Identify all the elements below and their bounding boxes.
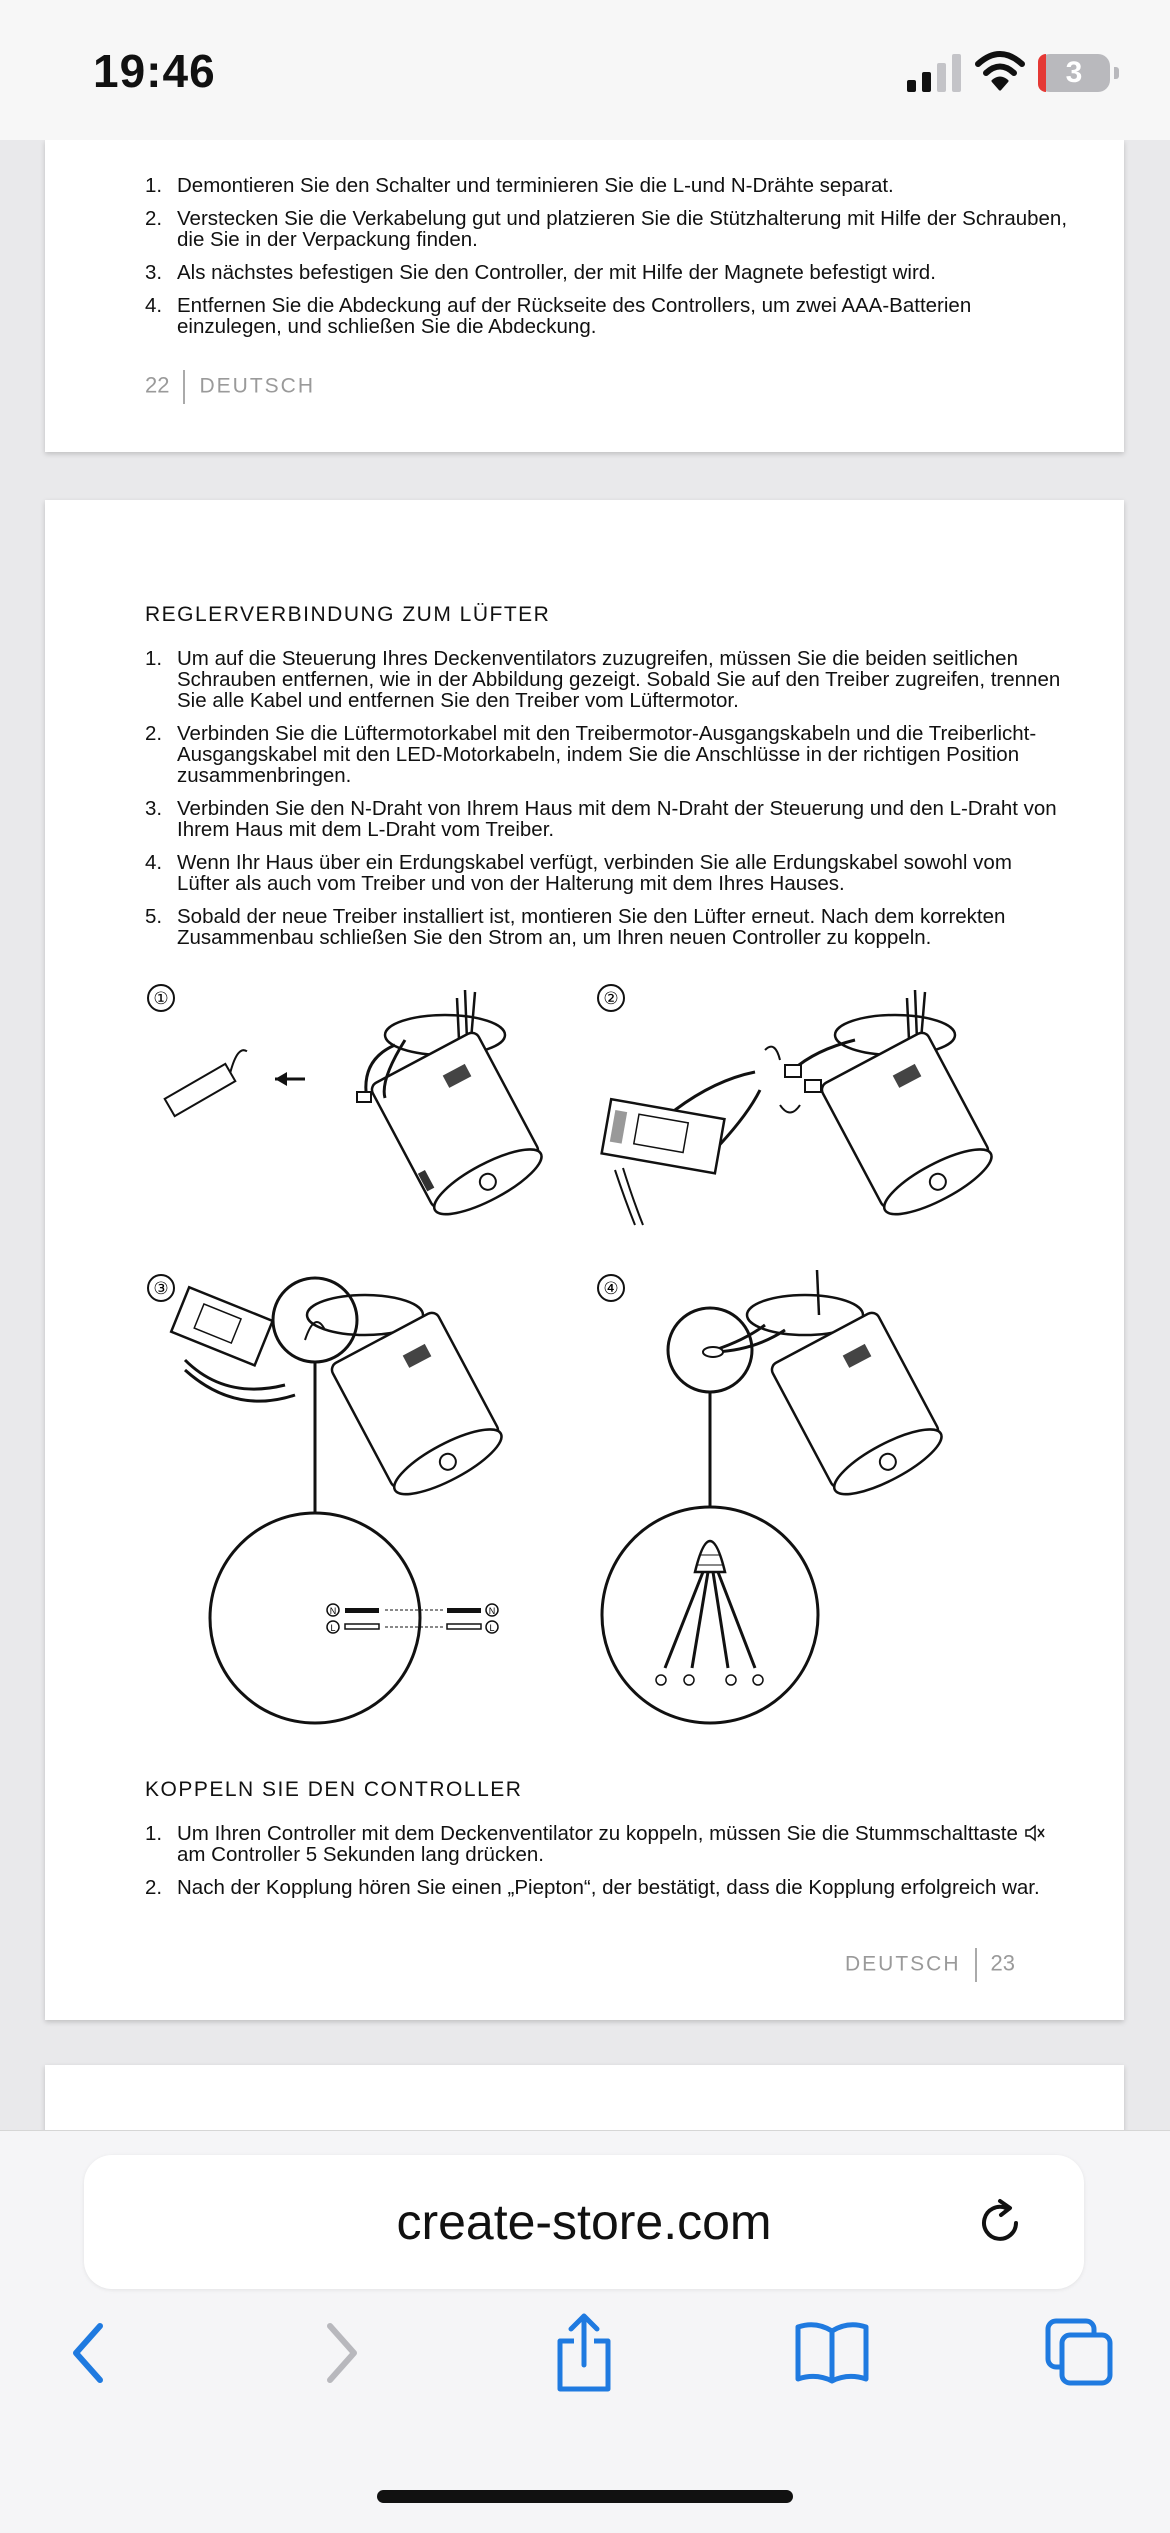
book-icon[interactable] bbox=[794, 2321, 870, 2385]
controller-connection-steps bbox=[145, 648, 1070, 960]
diagram-step-1 bbox=[145, 980, 605, 1230]
diagram-step-2 bbox=[595, 980, 1055, 1230]
footer-language: DEUTSCH bbox=[199, 374, 315, 398]
page-number: 22 bbox=[145, 372, 170, 398]
list-item: 2. Nach der Kopplung hören Sie einen „Piepton“, der bestätigt, dass die Kopplung erfolgreich war. bbox=[145, 1876, 1040, 1899]
wire-label-l: L bbox=[489, 1623, 495, 1633]
browser-toolbar bbox=[0, 2130, 1170, 2533]
section-heading: KOPPELN SIE DEN CONTROLLER bbox=[145, 1778, 523, 1801]
page-23 bbox=[45, 500, 1124, 2020]
page-footer bbox=[145, 370, 315, 404]
forward-chevron-icon[interactable] bbox=[318, 2318, 364, 2388]
figure-label: ③ bbox=[153, 1279, 169, 1298]
reload-icon[interactable] bbox=[972, 2195, 1028, 2251]
install-steps-list bbox=[145, 175, 1070, 349]
list-item: 1. Demontieren Sie den Schalter und terminieren Sie die L-und N-Drähte separat. bbox=[145, 174, 894, 197]
list-item: 2. Verstecken Sie die Verkabelung gut und platzieren Sie die Stützhalterung mit Hilfe der Schrauben, die Sie in der Verpackung finden. bbox=[145, 207, 1068, 251]
wire-label-n: N bbox=[329, 1606, 337, 1616]
status-bar bbox=[0, 0, 1170, 140]
page-footer bbox=[845, 1948, 1015, 1982]
diagram-step-4 bbox=[595, 1270, 1055, 1740]
list-item: 4. Wenn Ihr Haus über ein Erdungskabel verfügt, verbinden Sie alle Erdungskabel sowohl vom Lüfter als auch vom Treiber und von der Halterung mit dem Ihres Hauses. bbox=[145, 851, 1012, 895]
home-indicator[interactable] bbox=[377, 2490, 793, 2503]
page-number: 23 bbox=[990, 1950, 1015, 1976]
section-heading: REGLERVERBINDUNG ZUM LÜFTER bbox=[145, 603, 551, 626]
list-item: 2. Verbinden Sie die Lüftermotorkabel mit den Treibermotor-Ausgangskabeln und die Treiberlicht-Ausgangskabel mit den LED-Motorkabeln, indem Sie die Anschlüsse in der richtigen Position zusammenbringen. bbox=[145, 722, 1037, 787]
tabs-icon[interactable] bbox=[1044, 2317, 1114, 2387]
share-icon[interactable] bbox=[552, 2313, 616, 2393]
list-item: 4. Entfernen Sie die Abdeckung auf der Rückseite des Controllers, um zwei AAA-Batterien einzulegen, und schließen Sie die Abdeckung. bbox=[145, 294, 972, 338]
figure-label: ④ bbox=[603, 1279, 619, 1298]
figure-label: ① bbox=[153, 989, 169, 1008]
page-24 bbox=[45, 2065, 1124, 2130]
speaker-mute-icon bbox=[1024, 1824, 1046, 1842]
list-item: 3. Verbinden Sie den N-Draht von Ihrem Haus mit dem N-Draht der Steuerung und den L-Draht von Ihrem Haus mit dem L-Draht vom Treiber. bbox=[145, 797, 1057, 841]
pairing-steps-list bbox=[145, 1823, 1070, 1910]
clock: 19:46 bbox=[93, 45, 216, 97]
wifi-icon bbox=[975, 50, 1025, 92]
wire-label-l: L bbox=[330, 1623, 336, 1633]
document-viewport[interactable] bbox=[0, 140, 1170, 2130]
battery-level: 3 bbox=[1065, 56, 1083, 89]
footer-language: DEUTSCH bbox=[845, 1952, 961, 1976]
battery-icon bbox=[1038, 54, 1110, 92]
address-bar[interactable] bbox=[84, 2155, 1084, 2289]
list-item: 1. Um auf die Steuerung Ihres Deckenventilators zuzugreifen, müssen Sie die beiden seitlichen Schrauben entfernen, wie in der Abbildung gezeigt. Sobald Sie auf den Treiber zugreifen, trennen Sie alle Kabel und entfernen Sie den Treiber vom Lüftermotor. bbox=[145, 647, 1061, 712]
url-text[interactable]: create-store.com bbox=[396, 2194, 772, 2250]
diagram-step-3 bbox=[145, 1270, 605, 1740]
cellular-signal-icon bbox=[905, 52, 963, 92]
wire-label-n: N bbox=[488, 1606, 496, 1616]
figure-label: ② bbox=[603, 989, 619, 1008]
list-item: 3. Als nächstes befestigen Sie den Controller, der mit Hilfe der Magnete befestigt wird. bbox=[145, 261, 936, 284]
list-item: 5. Sobald der neue Treiber installiert ist, montieren Sie den Lüfter erneut. Nach dem korrekten Zusammenbau schließen Sie den Strom an, um Ihren neuen Controller zu koppeln. bbox=[145, 905, 1006, 949]
list-item: 1. Um Ihren Controller mit dem Deckenventilator zu koppeln, müssen Sie die Stummschalttaste am Controller 5 Sekunden lang drücken. bbox=[145, 1823, 1070, 1865]
page-22 bbox=[45, 140, 1124, 452]
back-chevron-icon[interactable] bbox=[66, 2318, 112, 2388]
